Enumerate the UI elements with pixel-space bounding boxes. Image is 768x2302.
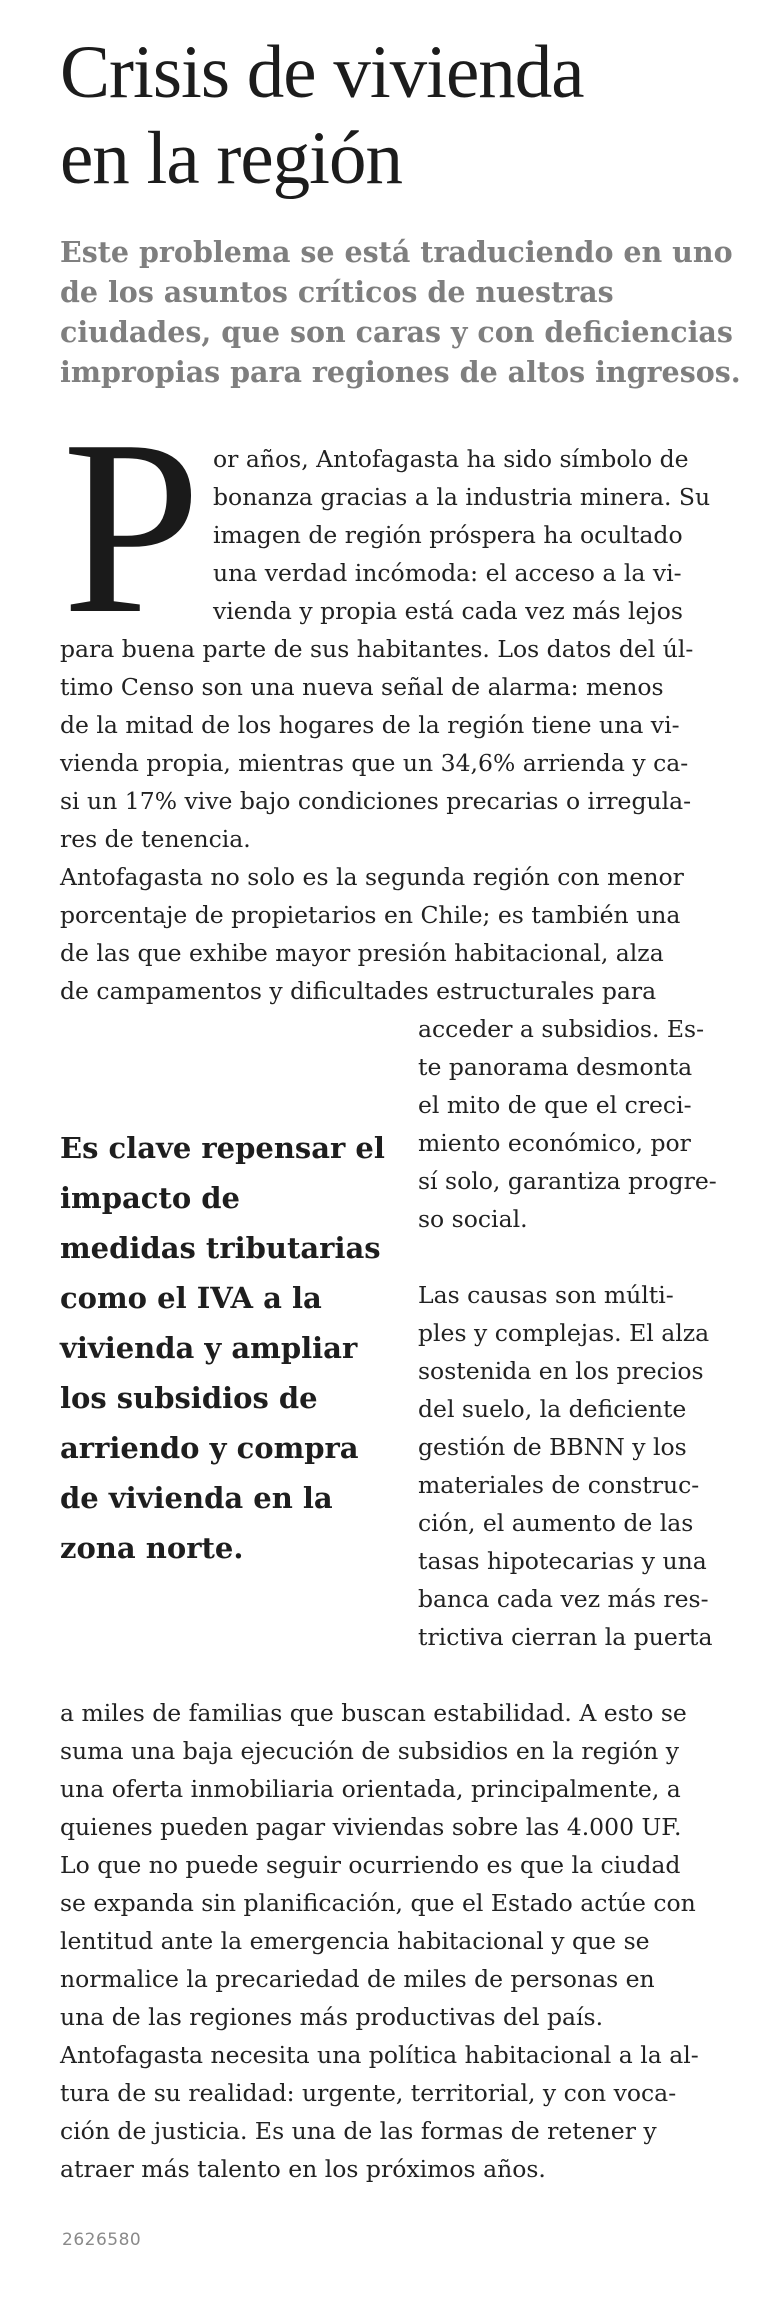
- body-line: a miles de familias que buscan estabilidad. A esto se: [60, 1699, 687, 1727]
- body-line: el mito de que el creci-: [418, 1091, 692, 1119]
- body-line: so social.: [418, 1205, 528, 1233]
- pull-quote-line: medidas tributarias: [60, 1231, 381, 1265]
- pull-quote-line: vivienda y ampliar: [60, 1331, 358, 1365]
- pull-quote-line: Es clave repensar el: [60, 1131, 385, 1165]
- body-paragraph-2: [60, 858, 684, 1010]
- clip-id-code: 2626580: [62, 2230, 142, 2250]
- body-line: una oferta inmobiliaria orientada, principalmente, a: [60, 1775, 681, 1803]
- body-line: banca cada vez más res-: [418, 1585, 709, 1613]
- pull-quote-line: como el IVA a la: [60, 1281, 322, 1315]
- body-line: res de tenencia.: [60, 825, 251, 853]
- body-line: quienes pueden pagar viviendas sobre las 4.000 UF.: [60, 1813, 682, 1841]
- body-line: porcentaje de propietarios en Chile; es también una: [60, 901, 681, 929]
- body-line: de campamentos y dificultades estructurales para: [60, 977, 657, 1005]
- body-line: sostenida en los precios: [418, 1357, 704, 1385]
- body-line: miento económico, por: [418, 1129, 691, 1157]
- lead-line: Este problema se está traduciendo en uno: [60, 235, 733, 269]
- body-line: timo Censo son una nueva señal de alarma: menos: [60, 673, 664, 701]
- pull-quote-line: zona norte.: [60, 1531, 244, 1565]
- body-line: Lo que no puede seguir ocurriendo es que la ciudad: [60, 1851, 681, 1879]
- pull-quote: [60, 1123, 400, 1573]
- body-line: trictiva cierran la puerta: [418, 1623, 713, 1651]
- body-line: lentitud ante la emergencia habitacional y que se: [60, 1927, 650, 1955]
- body-line: imagen de región próspera ha ocultado: [213, 521, 683, 549]
- headline-line: en la región: [60, 117, 403, 200]
- body-line: materiales de construc-: [418, 1471, 700, 1499]
- pull-quote-line: los subsidios de: [60, 1381, 318, 1415]
- body-paragraph-2-column: [418, 1010, 717, 1238]
- body-line: del suelo, la deficiente: [418, 1395, 687, 1423]
- lead-line: impropias para regiones de altos ingresos.: [60, 355, 741, 389]
- body-line: bonanza gracias a la industria minera. Su: [213, 483, 711, 511]
- body-line: de la mitad de los hogares de la región tiene una vi-: [60, 711, 680, 739]
- body-paragraph-1-beside-dropcap: [213, 440, 710, 630]
- body-line: Las causas son múlti-: [418, 1281, 674, 1309]
- pull-quote-line: arriendo y compra: [60, 1431, 359, 1465]
- body-line: ción de justicia. Es una de las formas de retener y: [60, 2117, 657, 2145]
- body-line: acceder a subsidios. Es-: [418, 1015, 705, 1043]
- body-line: suma una baja ejecución de subsidios en la región y: [60, 1737, 680, 1765]
- body-line: atraer más talento en los próximos años.: [60, 2155, 546, 2183]
- body-line: te panorama desmonta: [418, 1053, 693, 1081]
- lead-line: de los asuntos críticos de nuestras: [60, 275, 614, 309]
- body-line: vienda propia, mientras que un 34,6% arrienda y ca-: [60, 749, 689, 777]
- lead-paragraph: [60, 232, 760, 392]
- pull-quote-line: de vivienda en la: [60, 1481, 333, 1515]
- body-line: de las que exhibe mayor presión habitacional, alza: [60, 939, 664, 967]
- lead-line: ciudades, que son caras y con deficiencias: [60, 315, 733, 349]
- headline-line: Crisis de vivienda: [60, 31, 584, 114]
- body-paragraph-5: [60, 2036, 699, 2188]
- body-line: normalice la precariedad de miles de personas en: [60, 1965, 655, 1993]
- drop-cap: P: [62, 389, 202, 666]
- body-line: Antofagasta no solo es la segunda región con menor: [60, 863, 684, 891]
- body-paragraph-3-continued: [60, 1694, 687, 1846]
- body-line: vienda y propia está cada vez más lejos: [213, 597, 683, 625]
- body-line: una de las regiones más productivas del país.: [60, 2003, 604, 2031]
- body-paragraph-1-continued: [60, 630, 693, 858]
- body-line: ción, el aumento de las: [418, 1509, 694, 1537]
- body-line: tasas hipotecarias y una: [418, 1547, 707, 1575]
- body-line: ples y complejas. El alza: [418, 1319, 710, 1347]
- body-line: or años, Antofagasta ha sido símbolo de: [213, 445, 689, 473]
- body-line: para buena parte de sus habitantes. Los datos del úl-: [60, 635, 694, 663]
- body-line: gestión de BBNN y los: [418, 1433, 687, 1461]
- body-paragraph-4: [60, 1846, 696, 2036]
- pull-quote-line: impacto de: [60, 1181, 240, 1215]
- body-line: Antofagasta necesita una política habitacional a la al-: [60, 2041, 699, 2069]
- body-line: si un 17% vive bajo condiciones precarias o irregula-: [60, 787, 692, 815]
- headline: [60, 30, 750, 202]
- body-line: tura de su realidad: urgente, territorial, y con voca-: [60, 2079, 677, 2107]
- body-line: una verdad incómoda: el acceso a la vi-: [213, 559, 682, 587]
- body-paragraph-3-column: [418, 1276, 713, 1656]
- body-line: sí solo, garantiza progre-: [418, 1167, 717, 1195]
- body-line: se expanda sin planificación, que el Estado actúe con: [60, 1889, 696, 1917]
